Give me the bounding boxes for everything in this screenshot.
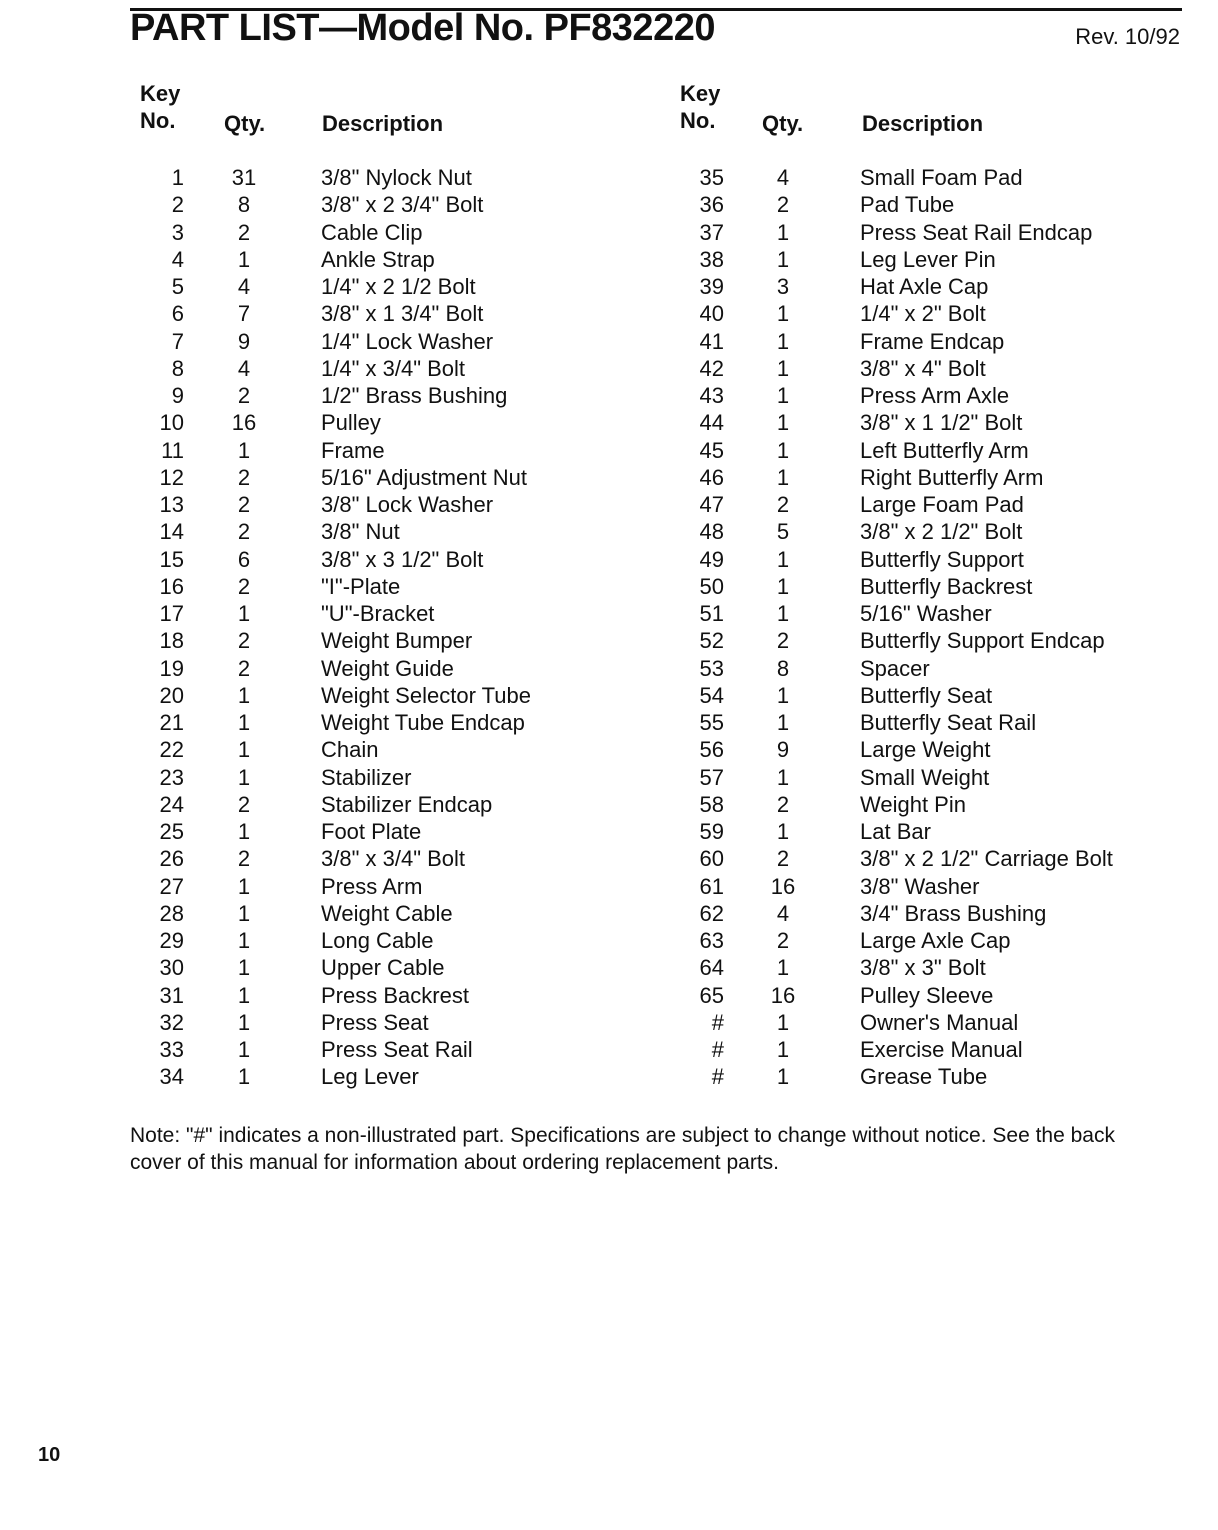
part-key-no: 62 [699,900,724,926]
part-description: 3/8" Nut [321,519,400,545]
part-qty: 2 [237,383,251,408]
part-qty: 1 [776,246,790,272]
part-description: 3/8" Nylock Nut [321,165,472,190]
part-key-no: 52 [699,628,724,654]
part-description: Leg Lever [321,1064,419,1090]
part-description: Weight Cable [321,900,453,926]
part-description: 3/8" x 3/4" Bolt [321,846,466,872]
part-qty: 2 [237,628,251,654]
part-description: Frame [321,437,385,463]
part-description: Ankle Strap [321,246,435,272]
part-description: Large Weight [860,737,991,763]
part-description: Butterfly Seat [860,682,993,708]
part-description: 5/16" Adjustment Nut [321,464,527,490]
part-description: Chain [321,737,379,763]
part-qty: 6 [237,546,251,572]
part-description: Right Butterfly Arm [860,464,1044,490]
part-key-no: 10 [159,410,184,436]
part-key-no: 27 [159,873,184,899]
part-qty: 1 [776,410,790,436]
part-qty: 2 [237,846,251,872]
part-qty: 2 [776,791,790,817]
part-key-no: 9 [171,383,184,408]
part-description: Owner's Manual [860,1009,1019,1035]
part-key-no: 14 [159,519,184,545]
part-key-no: 17 [159,601,184,626]
part-key-no: # [711,1037,724,1062]
part-qty: 1 [776,437,790,463]
part-qty: 1 [237,955,251,981]
part-qty: 1 [776,601,790,626]
part-description: Spacer [860,655,930,681]
page-title: PART LIST—Model No. PF832220 [130,7,715,49]
part-qty: 2 [776,192,790,218]
part-qty: 1 [237,437,251,463]
part-qty: 31 [231,165,257,190]
part-qty: 1 [237,682,251,708]
part-key-no: 12 [159,464,184,490]
part-description: Weight Selector Tube [321,682,531,708]
part-description: Stabilizer [321,764,412,790]
part-key-no: 42 [699,355,724,381]
part-qty: 9 [237,328,251,354]
part-description: 3/8" x 2 3/4" Bolt [321,192,484,218]
part-qty: 1 [776,328,790,354]
part-qty: 1 [237,1037,251,1062]
part-key-no: 65 [699,982,724,1008]
part-key-no: 35 [699,165,724,190]
part-qty: 1 [237,764,251,790]
part-qty: 2 [237,492,251,517]
part-key-no: 16 [159,573,184,599]
part-qty: 7 [237,301,251,327]
part-key-no: 6 [171,301,184,327]
part-qty: 1 [776,355,790,381]
part-qty: 1 [776,383,790,408]
part-description: Pad Tube [860,192,955,218]
part-key-no: 21 [159,710,184,735]
part-qty: 1 [776,682,790,708]
part-qty: 8 [237,192,251,218]
part-description: Butterfly Seat Rail [860,710,1037,735]
part-description: Press Seat Rail Endcap [860,219,1093,245]
part-description: Press Arm [321,873,423,899]
part-qty: 1 [776,546,790,572]
part-qty: 2 [237,573,251,599]
part-description: Weight Bumper [321,628,473,654]
part-key-no: 45 [699,437,724,463]
part-qty: 1 [776,710,790,735]
part-key-no: 5 [171,274,184,299]
part-description: 1/4" Lock Washer [321,328,494,354]
part-key-no: 55 [699,710,724,735]
part-key-no: 54 [699,682,724,708]
part-key-no: 43 [699,383,724,408]
part-key-no: 19 [159,655,184,681]
part-description: "U"-Bracket [321,601,435,626]
part-qty: 1 [776,955,790,981]
part-description: 3/8" x 2 1/2" Bolt [860,519,1023,545]
part-key-no: 31 [159,982,184,1008]
part-description: Frame Endcap [860,328,1005,354]
part-description: Left Butterfly Arm [860,437,1029,463]
part-description: 3/8" x 3" Bolt [860,955,986,981]
part-key-no: 13 [159,492,184,517]
part-description: 3/8" x 1 1/2" Bolt [860,410,1023,436]
part-description: Press Seat Rail [321,1037,473,1062]
revision-label: Rev. 10/92 [1075,24,1180,49]
part-qty: 4 [237,355,251,381]
part-qty: 1 [776,573,790,599]
part-key-no: # [711,1064,724,1090]
part-key-no: 56 [699,737,724,763]
part-key-no: 22 [159,737,184,763]
part-qty: 1 [776,764,790,790]
part-description: 3/8" x 3 1/2" Bolt [321,546,484,572]
part-key-no: 50 [699,573,724,599]
part-key-no: 4 [171,246,184,272]
part-description: 1/2" Brass Bushing [321,383,508,408]
part-key-no: 15 [159,546,184,572]
part-key-no: 1 [171,165,184,190]
part-description: 3/4" Brass Bushing [860,900,1047,926]
part-description: Upper Cable [321,955,445,981]
part-description: 3/8" Lock Washer [321,492,494,517]
part-description: Butterfly Backrest [860,573,1033,599]
part-key-no: 37 [699,219,724,245]
part-qty: 1 [776,1064,790,1090]
part-qty: 1 [776,1009,790,1035]
part-key-no: 64 [699,955,724,981]
qty-header: Qty. [762,111,804,136]
part-qty: 1 [237,601,251,626]
part-description: Weight Pin [860,791,966,817]
part-key-no: 25 [159,819,184,844]
part-qty: 4 [776,165,790,190]
part-qty: 1 [237,982,251,1008]
part-qty: 1 [237,737,251,763]
part-description: Hat Axle Cap [860,274,989,299]
part-qty: 1 [776,301,790,327]
part-qty: 1 [776,219,790,245]
part-qty: 2 [237,655,251,681]
part-qty: 9 [776,737,790,763]
part-description: Butterfly Support [860,546,1024,572]
part-qty: 1 [237,819,251,844]
part-description: Large Foam Pad [860,492,1024,517]
part-qty: 2 [237,219,251,245]
key-no-header: Key No. [680,81,721,133]
part-key-no: 59 [699,819,724,844]
part-qty: 2 [237,464,251,490]
part-description: Exercise Manual [860,1037,1023,1062]
part-key-no: 57 [699,764,724,790]
part-qty: 3 [776,274,790,299]
part-description: Small Weight [860,764,990,790]
part-description: 3/8" x 2 1/2" Carriage Bolt [860,846,1113,872]
part-key-no: 32 [159,1009,184,1035]
part-key-no: 36 [699,192,724,218]
part-qty: 4 [776,900,790,926]
part-key-no: 8 [171,355,184,381]
part-qty: 1 [237,710,251,735]
part-key-no: 26 [159,846,184,872]
part-key-no: 51 [699,601,724,626]
part-description: 1/4" x 2" Bolt [860,301,986,327]
part-key-no: 44 [699,410,724,436]
part-description: Weight Tube Endcap [321,710,525,735]
part-description: Stabilizer Endcap [321,791,493,817]
part-key-no: 61 [699,873,724,899]
part-qty: 2 [776,492,790,517]
part-qty: 5 [776,519,790,545]
part-key-no: 2 [171,192,184,218]
part-qty: 1 [776,819,790,844]
part-description: Weight Guide [321,655,454,681]
part-key-no: 38 [699,246,724,272]
part-qty: 1 [776,1037,790,1062]
description-header: Description [322,111,444,136]
part-description: "I"-Plate [321,573,401,599]
part-description: Grease Tube [860,1064,988,1090]
part-qty: 2 [776,928,790,953]
part-description: Foot Plate [321,819,422,844]
description-header: Description [862,111,984,136]
part-description: 1/4" x 2 1/2 Bolt [321,274,476,299]
part-description: Lat Bar [860,819,931,844]
part-description: Pulley [321,410,381,436]
part-key-no: 48 [699,519,724,545]
part-qty: 1 [237,1009,251,1035]
part-qty: 2 [776,846,790,872]
part-qty: 16 [231,410,257,436]
part-key-no: 60 [699,846,724,872]
part-key-no: 41 [699,328,724,354]
footnote: Note: "#" indicates a non-illustrated part. Specifications are subject to change without notice. See the back cover of this manual for information about ordering replacement parts. [130,1124,1115,1174]
part-key-no: 29 [159,928,184,953]
part-key-no: 49 [699,546,724,572]
page-number: 10 [38,1444,61,1466]
part-description: Cable Clip [321,219,423,245]
part-qty: 16 [770,873,796,899]
part-key-no: 3 [171,219,184,245]
part-key-no: 11 [161,437,184,463]
part-qty: 2 [237,519,251,545]
part-key-no: 30 [159,955,184,981]
part-key-no: 46 [699,464,724,490]
part-key-no: 53 [699,655,724,681]
part-qty: 4 [237,274,251,299]
part-qty: 2 [237,791,251,817]
part-qty: 2 [776,628,790,654]
part-key-no: 23 [159,764,184,790]
part-description: 3/8" x 4" Bolt [860,355,986,381]
part-key-no: 33 [159,1037,184,1062]
part-qty: 1 [776,464,790,490]
part-qty: 1 [237,873,251,899]
part-qty: 1 [237,928,251,953]
part-key-no: 40 [699,301,724,327]
part-qty: 1 [237,1064,251,1090]
part-description: 3/8" Washer [860,873,980,899]
qty-header: Qty. [224,111,266,136]
part-key-no: 47 [699,492,724,517]
part-key-no: 34 [159,1064,184,1090]
part-description: 1/4" x 3/4" Bolt [321,355,466,381]
part-description: Press Arm Axle [860,383,1010,408]
part-qty: 16 [770,982,796,1008]
part-key-no: 24 [159,791,184,817]
part-description: Large Axle Cap [860,928,1011,953]
part-qty: 8 [776,655,790,681]
part-key-no: 39 [699,274,724,299]
part-key-no: 63 [699,928,724,953]
part-description: Butterfly Support Endcap [860,628,1105,654]
part-description: Press Seat [321,1009,429,1035]
part-qty: 1 [237,246,251,272]
part-qty: 1 [237,900,251,926]
part-key-no: 7 [171,328,184,354]
part-description: Pulley Sleeve [860,982,994,1008]
part-key-no: 28 [159,900,184,926]
part-description: Leg Lever Pin [860,246,996,272]
part-description: 5/16" Washer [860,601,992,626]
part-key-no: 58 [699,791,724,817]
part-key-no: 20 [159,682,184,708]
part-description: Small Foam Pad [860,165,1023,190]
part-description: 3/8" x 1 3/4" Bolt [321,301,484,327]
part-description: Long Cable [321,928,434,953]
part-key-no: # [711,1009,724,1035]
part-key-no: 18 [159,628,184,654]
part-description: Press Backrest [321,982,469,1008]
key-no-header: Key No. [140,81,181,133]
